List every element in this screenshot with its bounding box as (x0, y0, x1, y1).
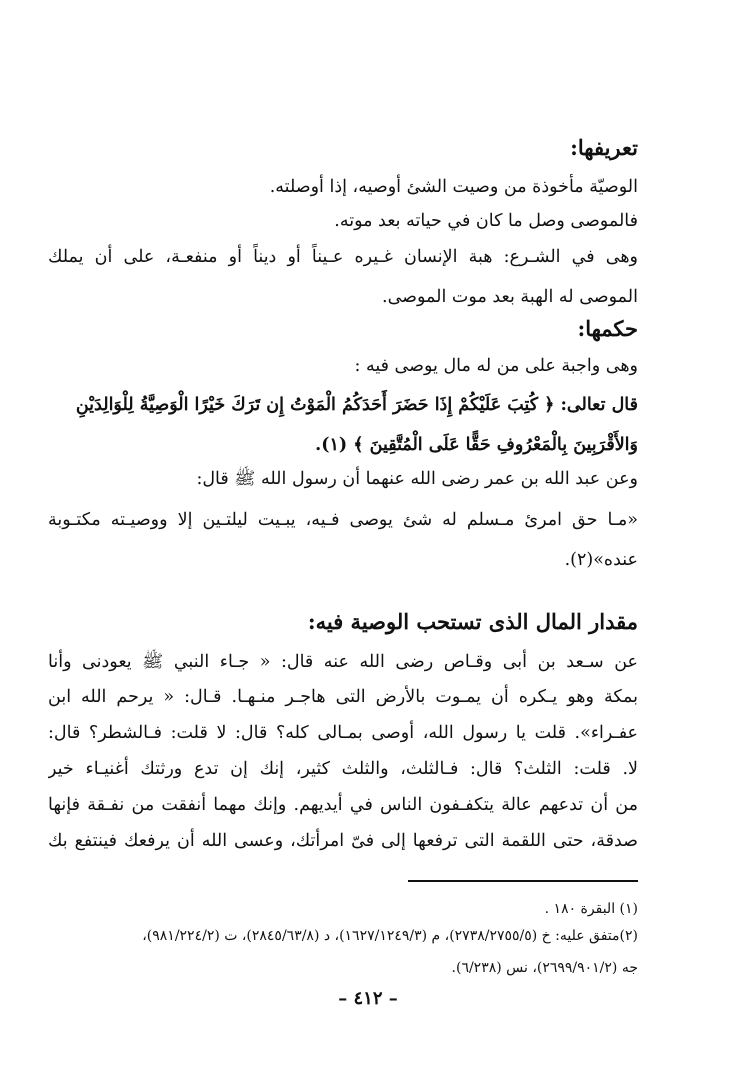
footnote-1: (١) البقرة ١٨٠ . (544, 901, 638, 917)
footnote-divider (408, 880, 638, 882)
paragraph-line: لا. قلت: الثلث؟ قال: فـالثلث، والثلث كثير، إنك إن تدع ورثتك أغنيـاء خير (48, 759, 638, 779)
paragraph-line: بمكة وهو يـكره أن يمـوت بالأرض التى هاجـر منـهـا. قـال: « يرحم الله ابن (48, 687, 638, 707)
footnote-2: (٢)متفق عليه: خ (٢٧٣٨/٢٧٥٥/٥)، م (١٦٢٧/١٢٤٩/٣)، د (٢٨٤٥/٦٣/٨)، ت (٩٨١/٢٢٤/٢)، (142, 928, 638, 944)
paragraph-line: الوصيّة مأخوذة من وصيت الشئ أوصيه، إذا أوصلته. (269, 177, 638, 197)
quran-verse-line: قال تعالى: ﴿ كُتِبَ عَلَيْكُمْ إِذَا حَضَرَ أَحَدَكُمُ الْمَوْتُ إِن تَرَكَ خَيْرًا الْوَصِيَّةُ لِلْوَالِدَيْنِ (75, 395, 638, 415)
hadith-line: عنده»(٢). (564, 550, 638, 570)
paragraph-line: صدقة، حتى اللقمة التى ترفعها إلى فىّ امرأتك، وعسى الله أن يرفعك فينتفع بك (48, 831, 638, 851)
quran-verse-line: وَالأَقْرَبِينَ بِالْمَعْرُوفِ حَقًّا عَلَى الْمُتَّقِينَ ﴾ (١). (315, 435, 638, 455)
paragraph-line: وعن عبد الله بن عمر رضى الله عنهما أن رسول الله ﷺ قال: (196, 469, 638, 489)
hadith-line: «مـا حق امرئ مـسلم له شئ يوصى فـيه، يبـيت ليلتـين إلا ووصيـته مكتـوبة (48, 510, 638, 530)
footnote-2-continued: جه (٢٦٩٩/٩٠١/٢)، نس (٦/٢٣٨). (451, 960, 638, 976)
heading-amount: مقدار المال الذى تستحب الوصية فيه: (307, 609, 638, 634)
paragraph-line: وهى واجبة على من له مال يوصى فيه : (354, 356, 638, 376)
paragraph-line: من أن تدعهم عالة يتكفـفون الناس في أيديهم. وإنك مهما أنفقت من نفـقة فإنها (48, 795, 638, 815)
heading-ruling: حكمها: (577, 316, 638, 341)
paragraph-line: عفـراء». قلت يا رسول الله، أوصى بمـالى كله؟ قال: لا قلت: فـالشطر؟ قال: (48, 723, 638, 743)
paragraph-line: فالموصى وصل ما كان في حياته بعد موته. (334, 211, 638, 231)
paragraph-line: وهى في الشـرع: هبة الإنسان غـيره عـيناً أو ديناً أو منفعـة، على أن يملك (48, 247, 638, 267)
paragraph-line: الموصى له الهبة بعد موت الموصى. (382, 287, 638, 307)
heading-definition: تعريفها: (570, 135, 638, 160)
page-number: – ٤١٢ – (338, 988, 398, 1009)
paragraph-line: عن سـعد بن أبى وقـاص رضى الله عنه قال: « جـاء النبي ﷺ يعودنى وأنا (48, 652, 638, 672)
